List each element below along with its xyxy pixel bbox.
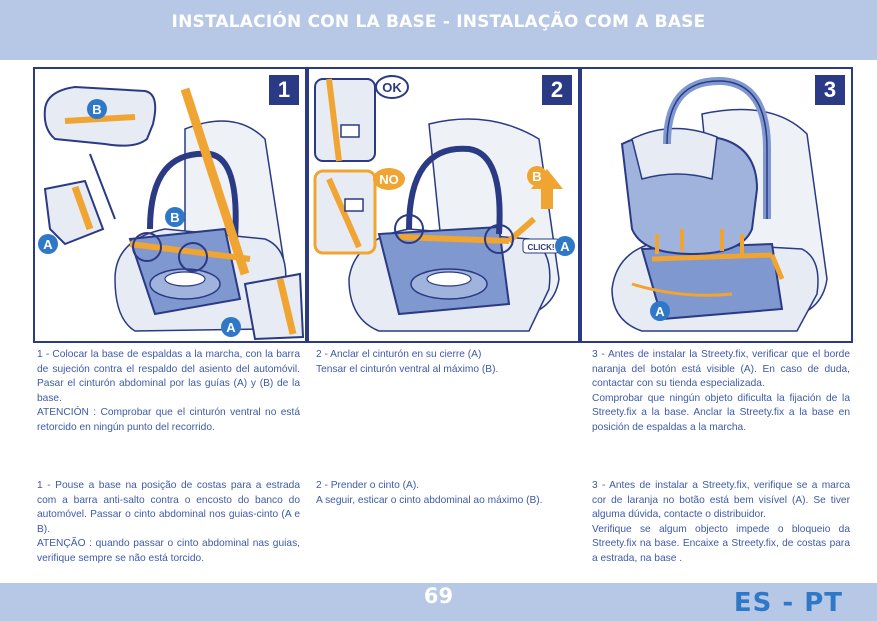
click-label: CLICK!: [527, 243, 555, 252]
step-2-illustration: [307, 67, 580, 343]
step-number: 1: [269, 75, 299, 105]
page-header: [0, 0, 877, 60]
callout-label: A: [43, 237, 53, 252]
paragraph: ATENÇÃO : quando passar o cinto abdominal nas guias, verifique sempre se não está torcido.: [37, 538, 300, 564]
step-3-text-es: [592, 348, 850, 436]
callout-label: A: [226, 320, 236, 335]
step-2-text-es: [316, 348, 574, 377]
paragraph: Tensar el cinturón ventral al máximo (B).: [316, 363, 499, 375]
paragraph: ATENCIÓN : Comprobar que el cinturón ventral no está retorcido en ningún punto del recorrido.: [37, 407, 300, 433]
page-title: INSTALACIÓN CON LA BASE - INSTALAÇÃO COM A BASE: [171, 12, 706, 32]
paragraph: Comprobar que ningún objeto dificulta la fijación de la Streety.fix a la base. Anclar la Streety.fix a la base en posición de espaldas a la marcha.: [592, 392, 850, 433]
callout-label: A: [655, 304, 665, 319]
step-2-text-pt: [316, 479, 574, 508]
callout-label: A: [560, 239, 570, 254]
step-1-text-pt: [37, 479, 300, 567]
paragraph: 2 - Prender o cinto (A).: [316, 480, 420, 491]
step-1-illustration: [33, 67, 307, 343]
step-1-text-es: [37, 348, 300, 436]
paragraph: 1 - Pouse a base na posição de costas para a estrada com a barra anti-salto contra o encosto do banco do automóvel. Passar o cinto abdominal nos guias-cinto (A e B).: [37, 480, 300, 535]
step-number: 2: [542, 75, 572, 105]
paragraph: 3 - Antes de instalar la Streety.fix, verificar que el borde naranja del botón está visible (A). En caso de duda, contactar con su tienda especializada.: [592, 349, 850, 390]
paragraph: Verifique se algum objecto impede o bloqueio da Streety.fix na base. Encaixe a Streety.fix, de costas para a estrada, na base .: [592, 523, 850, 564]
base-installation-drawing-2: [309, 69, 580, 343]
paragraph: 1 - Colocar la base de espaldas a la marcha, con la barra de sujeción contra el respaldo del asiento del automóvil. Pasar el cinturón abdominal por las guías (A) y (B) de la base.: [37, 349, 300, 404]
base-installation-drawing-3: [582, 69, 853, 343]
callout-label: B: [532, 169, 542, 184]
ok-label: OK: [382, 80, 402, 95]
paragraph: 2 - Anclar el cinturón en su cierre (A): [316, 349, 482, 360]
paragraph: 3 - Antes de instalar a Streety.fix, verifique se a marca cor de laranja no botão está bem visível (A). Se tiver alguma dúvida, contacte o distribuidor.: [592, 480, 850, 521]
language-label: ES - PT: [733, 588, 843, 618]
callout-label: B: [170, 210, 180, 225]
no-label: NO: [379, 172, 399, 187]
step-number: 3: [815, 75, 845, 105]
page-number: 69: [423, 584, 454, 608]
base-installation-drawing-1: [35, 69, 307, 343]
callout-label: B: [92, 102, 102, 117]
step-3-text-pt: [592, 479, 850, 567]
step-3-illustration: [580, 67, 853, 343]
paragraph: A seguir, esticar o cinto abdominal ao máximo (B).: [316, 494, 543, 506]
